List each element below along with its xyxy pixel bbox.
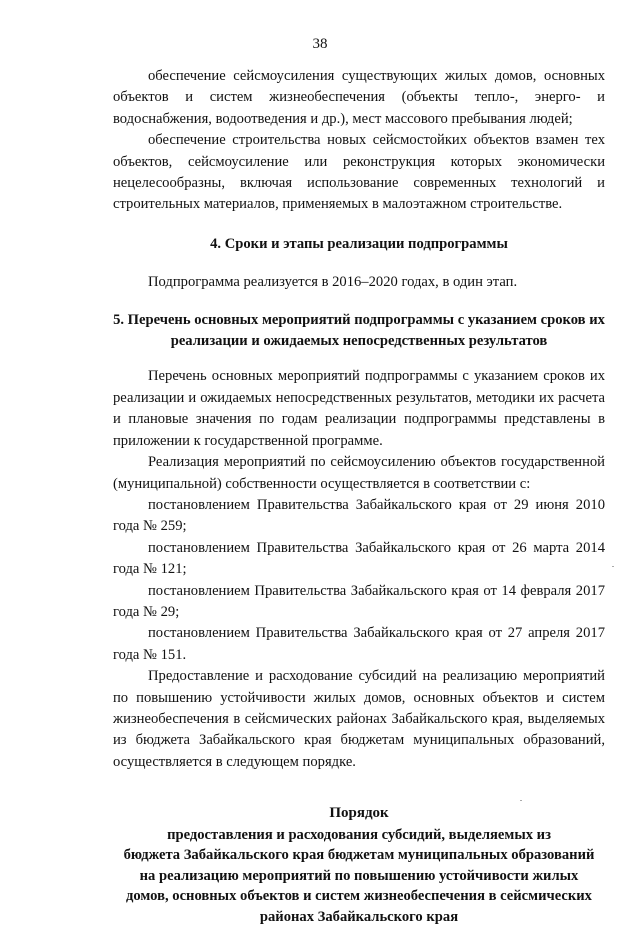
section-5-decree-2014: постановлением Правительства Забайкальского края от 26 марта 2014 года № 121;: [113, 539, 605, 578]
section-4-heading: 4. Сроки и этапы реализации подпрограммы: [210, 235, 508, 252]
scan-artifact: [612, 566, 614, 567]
paragraph-seismic-strengthening: обеспечение сейсмоусиления существующих жилых домов, основных объектов и систем жизнеобеспечения (объекты тепло-, энерго- и водоснабжения, водоотведения и др.), мест массового пребывания людей;: [113, 68, 605, 127]
order-heading-line: предоставления и расходования субсидий, выделяемых из: [167, 826, 551, 843]
order-heading-line: на реализацию мероприятий по повышению устойчивости жилых: [139, 867, 579, 884]
order-heading-block: [113, 803, 605, 927]
section-5-paragraph-implementation: Реализация мероприятий по сейсмоусилению объектов государственной (муниципальной) собственности осуществляется в соответствии с:: [113, 454, 605, 492]
section-5-decree-2017-apr: постановлением Правительства Забайкальского края от 27 апреля 2017 года № 151.: [113, 625, 605, 663]
order-heading-line: районах Забайкальского края: [259, 908, 459, 925]
section-5-paragraph-subsidies: Предоставление и расходование субсидий на реализацию мероприятий по повышению устойчивости жилых домов, основных объектов и систем жизнеобеспечения в сейсмических районах Забайкальского края, выделяемых из бюджета Забайкальского края бюджетам муниципальных образований, осуществляется в следующем порядке.: [113, 668, 605, 770]
section-5-paragraph-list: Перечень основных мероприятий подпрограммы с указанием сроков их реализации и ожидаемых непосредственных результатов, методики их расчета и плановые значения по годам реализации подпрограммы представлены в приложении к государственной программе.: [113, 368, 605, 449]
page-content: [113, 66, 605, 928]
paragraph-new-construction: обеспечение строительства новых сейсмостойких объектов взамен тех объектов, сейсмоусиление или реконструкция которых экономически нецелесообразны, включая использование современных технологий и строительных материалов, применяемых в малоэтажном строительстве.: [113, 132, 605, 213]
section-5-decree-2017-feb: постановлением Правительства Забайкальского края от 14 февраля 2017 года № 29;: [113, 582, 605, 620]
section-5-decree-2010: постановлением Правительства Забайкальского края от 29 июня 2010 года № 259;: [113, 496, 605, 535]
order-title: Порядок: [329, 805, 389, 822]
order-heading-line: бюджета Забайкальского края бюджетам муниципальных образований: [123, 847, 595, 864]
section-5-heading: 5. Перечень основных мероприятий подпрограммы с указанием сроков их реализации и ожидаемых непосредственных результатов: [113, 311, 605, 350]
order-heading-line: домов, основных объектов и систем жизнеобеспечения в сейсмических: [126, 888, 592, 905]
scan-artifact: [520, 800, 522, 801]
section-4-text: Подпрограмма реализуется в 2016–2020 годах, в один этап.: [148, 274, 518, 291]
page-number: 38: [312, 36, 328, 52]
